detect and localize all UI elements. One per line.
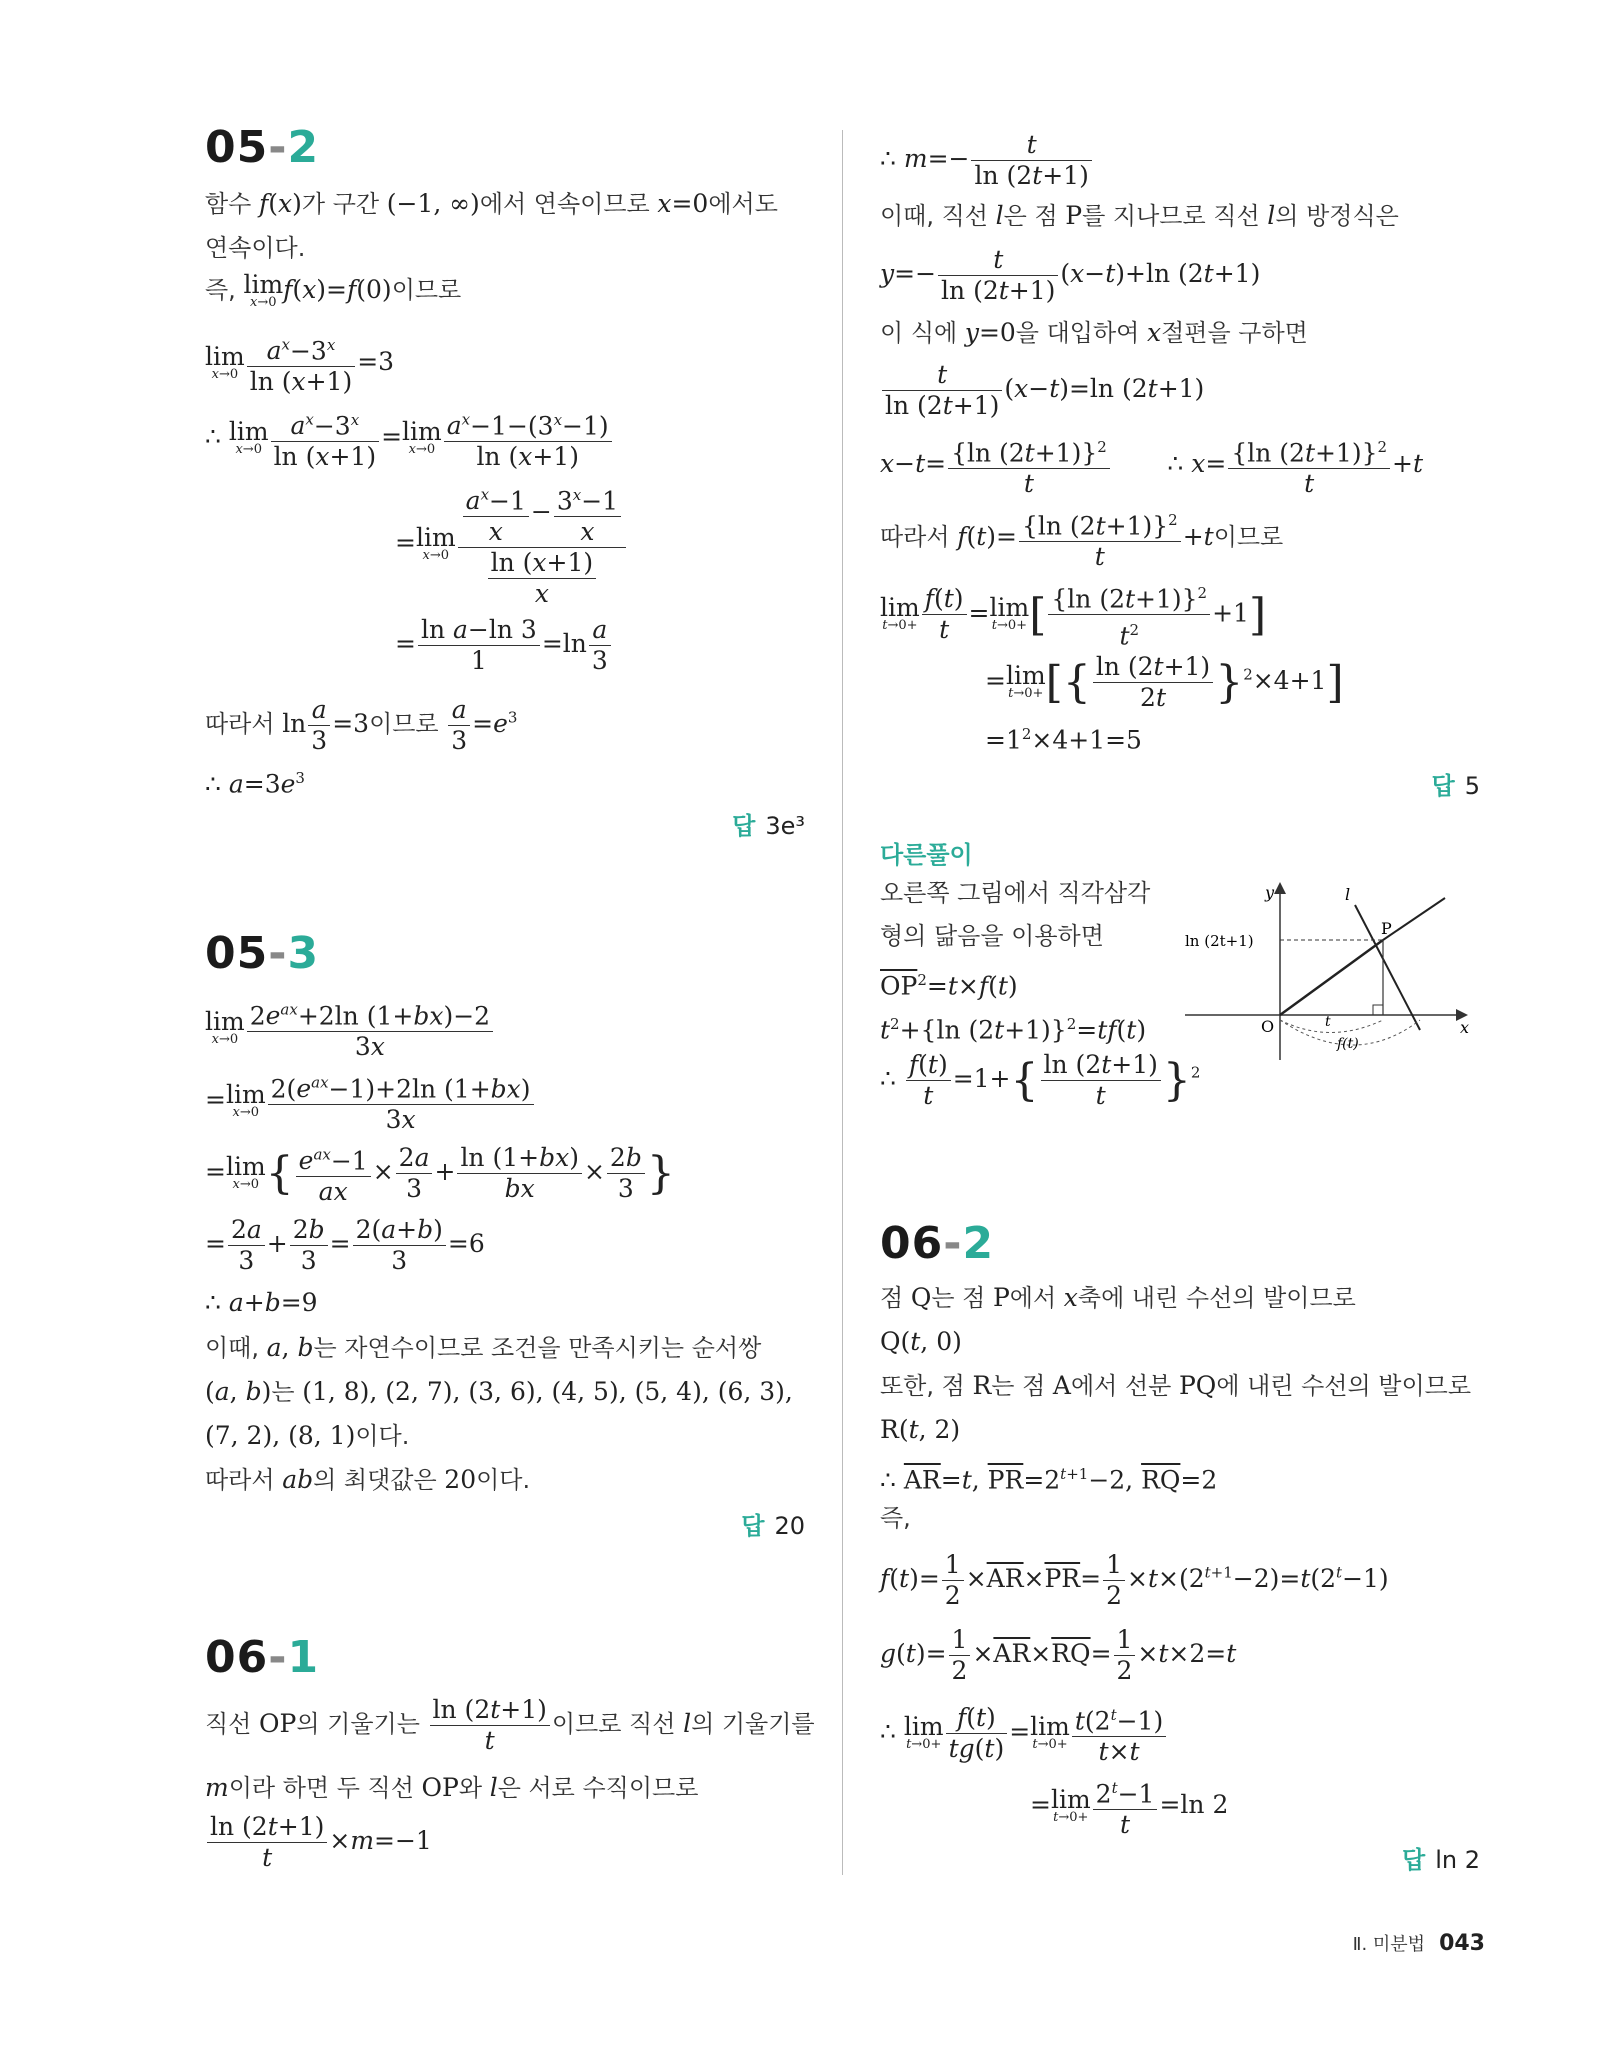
equation: f(t)= $\frac{1}{2}$ $\times\overline{AR}\times\overline{PR}=$ $\frac{1}{2}$ $\times t\times(2^{t+1}-2)=t(2^t-1)$ [880, 1550, 1389, 1610]
answer-06-1: 답 5 [1431, 772, 1480, 800]
text-line: $t^2+\{\ln$ (2t+1)}$^2$=tf(t) [880, 1015, 1147, 1045]
text-line: 오른쪽 그림에서 직각삼각 [880, 879, 1151, 907]
equation: $\frac{\ln (2t+1)}{t}$ ×m=−1 [205, 1812, 432, 1873]
text-line: Q(t, 0) [880, 1327, 962, 1356]
equation: g(t)= $\frac{1}{2}$ $\times\overline{AR}\times\overline{RQ}=$ $\frac{1}{2}$ ×t×2=t [880, 1625, 1237, 1685]
equation: x−t= $\frac{\{\ln (2t+1)\}^2}{t}$ ∴ x= $\frac{\{\ln (2t+1)\}^2}{t}$ +t [880, 432, 1423, 499]
text-line: 따라서 ln $\frac{a}{3}$ =3이므로 $\frac{a}{3}$ $=e^3$ [205, 695, 518, 755]
section-heading-06-2: 06-2 [880, 1218, 995, 1269]
equation: = $\frac{\text{ln a−ln 3}}{1}$ =ln $\frac{a}{3}$ [395, 615, 613, 676]
text-line: 이때, a, b는 자연수이므로 조건을 만족시키는 순서쌍 [205, 1333, 762, 1362]
text-line: 또한, 점 R는 점 A에서 선분 PQ에 내린 수선의 발이므로 [880, 1371, 1472, 1400]
equation: lim t→0+ $\frac{f(t)}{t}$ =lim t→0+ [ $\frac{\{\ln (2t+1)\}^2}{t^2}$ +1] [880, 578, 1266, 652]
answer-06-2: 답 ln 2 [1402, 1846, 1480, 1874]
text-line: ∴ $\overline{AR}=t$, $\overline{PR}=2^{t+1}-2$, $\overline{RQ}=2$ [880, 1465, 1218, 1495]
equation: $\frac{t}{\ln (2t+1)}$ (x−t)=ln (2t+1) [880, 360, 1204, 421]
text-line: 이때, 직선 l은 점 P를 지나므로 직선 l의 방정식은 [880, 201, 1399, 230]
page-footer [1353, 1930, 1485, 1956]
label-ln: ln (2t+1) [1185, 932, 1254, 950]
t-brace [1280, 1020, 1383, 1033]
section-heading-05-3: 05-3 [205, 928, 320, 979]
footer-section: Ⅱ. 미분법 [1352, 1934, 1426, 1955]
equation: $=1^2\times 4+1=5$ [985, 725, 1142, 755]
geometry-figure [1185, 870, 1475, 1070]
equation: lim x→0 $\frac{a^x-3^x}{\ln (x+1)}$ =3 [205, 330, 394, 397]
text-line: 즉, lim x→0 f(x)=f(0)이므로 [205, 269, 462, 310]
equation: =lim x→0 $\frac{a^x-1}{x}$ − $\frac{3^x-1}{x}$ $\frac{\ln (x+1)}{x}$ [395, 480, 628, 609]
section-heading-05-2: 05-2 [205, 122, 320, 173]
label-ft: f(t) [1337, 1036, 1359, 1052]
text-line: (a, b)는 (1, 8), (2, 7), (3, 6), (4, 5), (5, 4), (6, 3), [205, 1377, 793, 1406]
text-line: 연속이다. [205, 234, 306, 262]
answer-05-2: 답 3e³ [732, 812, 805, 840]
right-angle-mark [1373, 1005, 1383, 1015]
equation: =lim x→0 $\frac{2(e^{ax}-1)+2\ln (1+bx)}{3x}$ [205, 1068, 536, 1135]
equation: ∴ lim t→0+ $\frac{f(t)}{tg(t)}$ =lim t→0+ $\frac{t(2^t-1)}{t\times t}$ [880, 1700, 1168, 1767]
text-line: 이 식에 y=0을 대입하여 x절편을 구하면 [880, 318, 1308, 347]
label-x: x [1460, 1018, 1470, 1037]
label-o: O [1261, 1017, 1275, 1036]
text-line: 직선 OP의 기울기는 $\frac{\ln (2t+1)}{t}$ 이므로 직선 l의 기울기를 [205, 1695, 815, 1755]
equation: lim x→0 $\frac{2e^{ax}+2\ln (1+bx)-2}{3x}$ [205, 995, 495, 1062]
text-line: 형의 닮음을 이용하면 [880, 922, 1104, 950]
text-line: ∴ a+b=9 [205, 1288, 318, 1317]
label-y: y [1265, 883, 1275, 902]
equation: ∴ $\frac{f(t)}{t}$ =1+{ $\frac{\ln (2t+1)}{t}$ }$^2$ [880, 1050, 1201, 1110]
page-number: 043 [1439, 1931, 1485, 1956]
equation: = $\frac{2a}{3}$ + $\frac{2b}{3}$ = $\frac{2(a+b)}{3}$ =6 [205, 1215, 485, 1275]
equation: ∴ lim x→0 $\frac{a^x-3^x}{\ln (x+1)}$ =lim x→0 $\frac{a^x-1-(3^x-1)}{\ln (x+1)}$ [205, 405, 614, 472]
equation: ∴ m=− $\frac{t}{\ln (2t+1)}$ [880, 130, 1094, 191]
text-line: $\overline{OP}^2=t\times f(t)$ [880, 971, 1018, 1001]
answer-05-3: 답 20 [741, 1512, 805, 1540]
equation: y=− $\frac{t}{\ln (2t+1)}$ (x−t)+ln (2t+1) [880, 245, 1261, 305]
text-line: R(t, 2) [880, 1415, 961, 1444]
label-l: l [1345, 885, 1351, 904]
other-solution-label: 다른풀이 [880, 841, 973, 869]
equation: =lim t→0+ $\frac{2^t-1}{t}$ =ln 2 [1030, 1773, 1228, 1840]
text-line: 함수 f(x)가 구간 (−1, ∞)에서 연속이므로 x=0에서도 [205, 189, 778, 218]
label-p: P [1381, 919, 1392, 938]
line-l-upper [1383, 898, 1445, 940]
text-line: m이라 하면 두 직선 OP와 l은 서로 수직이므로 [205, 1773, 699, 1802]
text-line: 즉, [880, 1504, 911, 1532]
text-line: ∴ $a=3e^3$ [205, 769, 305, 799]
equation: =lim x→0 { $\frac{e^{ax}-1}{ax}$ × $\frac{2a}{3}$ + $\frac{\ln (1+bx)}{bx}$ × $\frac{2b}{3}$ } [205, 1140, 675, 1207]
segment-op [1280, 940, 1383, 1015]
text-line: 따라서 f(t)= $\frac{\{\ln (2t+1)\}^2}{t}$ +t이므로 [880, 505, 1283, 572]
equation: =lim t→0+ [{ $\frac{\ln (2t+1)}{2t}$ }$^2$×4+1] [985, 652, 1344, 712]
section-heading-06-1: 06-1 [205, 1632, 320, 1683]
text-line: (7, 2), (8, 1)이다. [205, 1421, 410, 1450]
column-divider [842, 130, 843, 1875]
text-line: 따라서 ab의 최댓값은 20이다. [205, 1465, 531, 1494]
text-line: 점 Q는 점 P에서 x축에 내린 수선의 발이므로 [880, 1283, 1356, 1312]
label-t: t [1325, 1014, 1331, 1030]
